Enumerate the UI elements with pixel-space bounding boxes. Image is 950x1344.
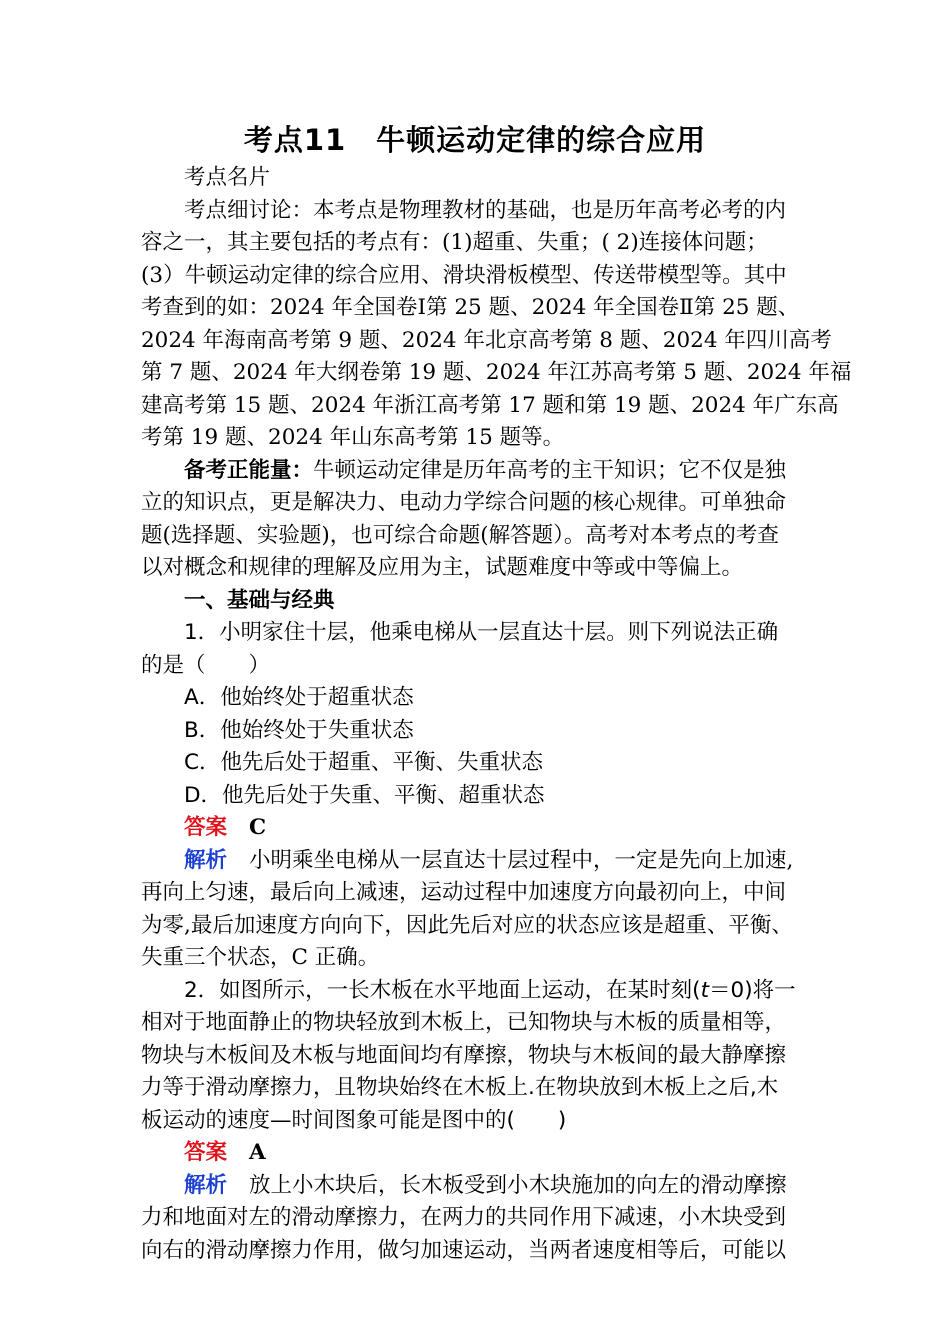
q2-stem-line: 板运动的速度—时间图象可能是图中的( ) bbox=[141, 1107, 567, 1133]
analysis-label: 解析 bbox=[184, 1172, 228, 1198]
section-heading: 一、基础与经典 bbox=[184, 587, 335, 613]
intro-line: 考点细讨论：本考点是物理教材的基础，也是历年高考必考的内 bbox=[184, 197, 787, 223]
answer-label: 答案 bbox=[184, 815, 228, 840]
prep-line: 以对概念和规律的理解及应用为主，试题难度中等或中等偏上。 bbox=[141, 555, 744, 580]
q1-analysis-line: 再向上匀速，最后向上减速，运动过程中加速度方向最初向上，中间 bbox=[141, 880, 787, 905]
q1-analysis-line: 为零,最后加速度方向向下，因此先后对应的状态应该是超重、平衡、 bbox=[141, 912, 793, 938]
prep-paragraph-first-line bbox=[141, 455, 821, 488]
analysis-text: 小明乘坐电梯从一层直达十层过程中，一定是先向上加速, bbox=[249, 847, 794, 873]
q2-stem-line: 相对于地面静止的物块轻放到木板上，已知物块与木板的质量相等， bbox=[141, 1010, 787, 1035]
q1-option-d: D．他先后处于失重、平衡、超重状态 bbox=[184, 782, 545, 808]
prep-line: 题(选择题、实验题)，也可综合命题(解答题）。高考对本考点的考查 bbox=[141, 522, 779, 548]
intro-heading: 考点名片 bbox=[184, 165, 271, 190]
q1-option-c: C．他先后处于超重、平衡、失重状态 bbox=[184, 750, 544, 775]
q1-option-a: A．他始终处于超重状态 bbox=[184, 685, 414, 710]
q2-analysis-line: 力和地面对左的滑动摩擦力，在两力的共同作用下减速，小木块受到 bbox=[141, 1205, 787, 1230]
answer-label: 答案 bbox=[184, 1140, 228, 1165]
intro-line: 建高考第 15 题、2024 年浙江高考第 17 题和第 19 题、2024 年广东高 bbox=[141, 392, 839, 418]
q2-stem-line: 力等于滑动摩擦力，且物块始终在木板上.在物块放到木板上之后,木 bbox=[141, 1075, 779, 1100]
intro-line: 容之一，其主要包括的考点有：(1)超重、失重；( 2)连接体问题； bbox=[141, 230, 768, 255]
q1-analysis-line: 失重三个状态，C 正确。 bbox=[141, 945, 380, 970]
page-title: 考点11 牛顿运动定律的综合应用 bbox=[243, 123, 707, 157]
q2-answer bbox=[141, 1137, 821, 1170]
intro-line: 2024 年海南高考第 9 题、2024 年北京高考第 8 题、2024 年四川高考 bbox=[141, 327, 832, 353]
q2-stem-text: 2．如图所示，一长木板在水平地面上运动，在某时刻( bbox=[184, 977, 701, 1003]
q2-analysis-line: 向右的滑动摩擦力作用，做匀加速运动，当两者速度相等后，可能以 bbox=[141, 1237, 787, 1263]
q1-stem-line: 的是（ ） bbox=[141, 652, 271, 678]
q2-stem-text: ＝0)将一 bbox=[709, 977, 796, 1003]
q2-stem-line: 物块与木板间及木板与地面间均有摩擦，物块与木板间的最大静摩擦 bbox=[141, 1042, 787, 1068]
q1-analysis-first-line bbox=[141, 845, 821, 878]
time-variable: t bbox=[700, 977, 710, 1003]
intro-line: 考查到的如：2024 年全国卷Ⅰ第 25 题、2024 年全国卷Ⅱ第 25 题、 bbox=[141, 295, 800, 320]
answer-value: C bbox=[249, 815, 267, 840]
intro-line: 第 7 题、2024 年大纲卷第 19 题、2024 年江苏高考第 5 题、2024 年福 bbox=[141, 360, 852, 385]
q1-stem-line: 1．小明家住十层，他乘电梯从一层直达十层。则下列说法正确 bbox=[184, 620, 779, 645]
analysis-label: 解析 bbox=[184, 847, 228, 873]
analysis-text: 放上小木块后，长木板受到小木块施加的向左的滑动摩擦 bbox=[249, 1172, 787, 1198]
answer-value: A bbox=[249, 1140, 266, 1165]
q2-stem-first-line bbox=[141, 975, 821, 1008]
document-body bbox=[141, 162, 852, 1267]
q1-option-b: B．他始终处于失重状态 bbox=[184, 717, 414, 743]
q2-analysis-first-line bbox=[141, 1170, 821, 1203]
prep-line: 立的知识点，更是解决力、电动力学综合问题的核心规律。可单独命 bbox=[141, 490, 787, 515]
intro-line: 考第 19 题、2024 年山东高考第 15 题等。 bbox=[141, 425, 565, 450]
prep-label: 备考正能量： bbox=[184, 457, 314, 483]
intro-line: (3）牛顿运动定律的综合应用、滑块滑板模型、传送带模型等。其中 bbox=[141, 262, 787, 288]
prep-text: 牛顿运动定律是历年高考的主干知识；它不仅是独 bbox=[313, 457, 787, 483]
q1-answer bbox=[141, 812, 821, 845]
